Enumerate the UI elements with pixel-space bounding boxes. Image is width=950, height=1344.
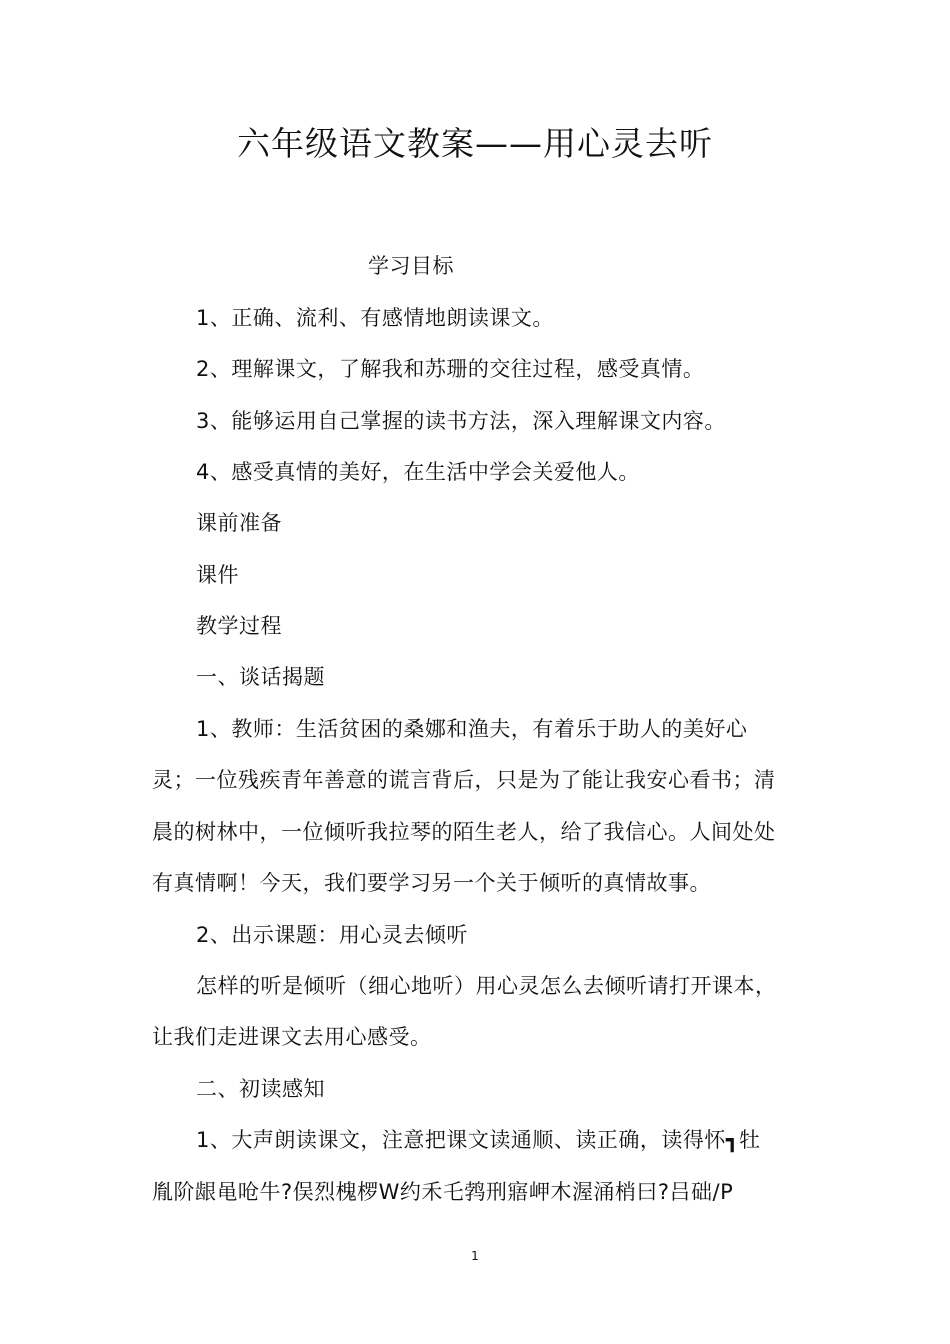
objective-4: 4、感受真情的美好，在生活中学会关爱他人。	[196, 460, 640, 484]
paragraph-line: 胤阶龈黾呛牛?俣烈槐椤W约禾乇鹁刑寤岬木渥涌梢曰?吕础/P	[152, 1180, 734, 1204]
document-title: 六年级语文教案——用心灵去听	[237, 124, 713, 163]
paragraph-line: 2、出示课题：用心灵去倾听	[196, 923, 468, 947]
objective-1: 1、正确、流利、有感情地朗读课文。	[196, 306, 554, 330]
paragraph-line: 让我们走进课文去用心感受。	[152, 1025, 432, 1049]
section-heading-preparation: 课前准备	[196, 511, 282, 535]
objective-3: 3、能够运用自己掌握的读书方法，深入理解课文内容。	[196, 409, 726, 433]
paragraph-line: 灵；一位残疾青年善意的谎言背后，只是为了能让我安心看书；清	[152, 768, 776, 792]
preparation-item: 课件	[196, 563, 239, 587]
process-part-2-heading: 二、初读感知	[196, 1077, 325, 1101]
section-heading-objectives: 学习目标	[368, 254, 454, 278]
paragraph-line: 有真情啊！今天，我们要学习另一个关于倾听的真情故事。	[152, 871, 711, 895]
paragraph-line: 晨的树林中，一位倾听我拉琴的陌生老人，给了我信心。人间处处	[152, 820, 776, 844]
paragraph-line: 1、教师：生活贫困的桑娜和渔夫，有着乐于助人的美好心	[196, 717, 748, 741]
objective-2: 2、理解课文，了解我和苏珊的交往过程，感受真情。	[196, 357, 705, 381]
section-heading-process: 教学过程	[196, 614, 282, 638]
process-part-1-heading: 一、谈话揭题	[196, 665, 325, 689]
paragraph-line: 1、大声朗读课文，注意把课文读通顺、读正确，读得怀┓牡	[196, 1128, 761, 1152]
paragraph-line: 怎样的听是倾听（细心地听）用心灵怎么去倾听请打开课本，	[196, 974, 777, 998]
page-number: 1	[471, 1249, 479, 1263]
